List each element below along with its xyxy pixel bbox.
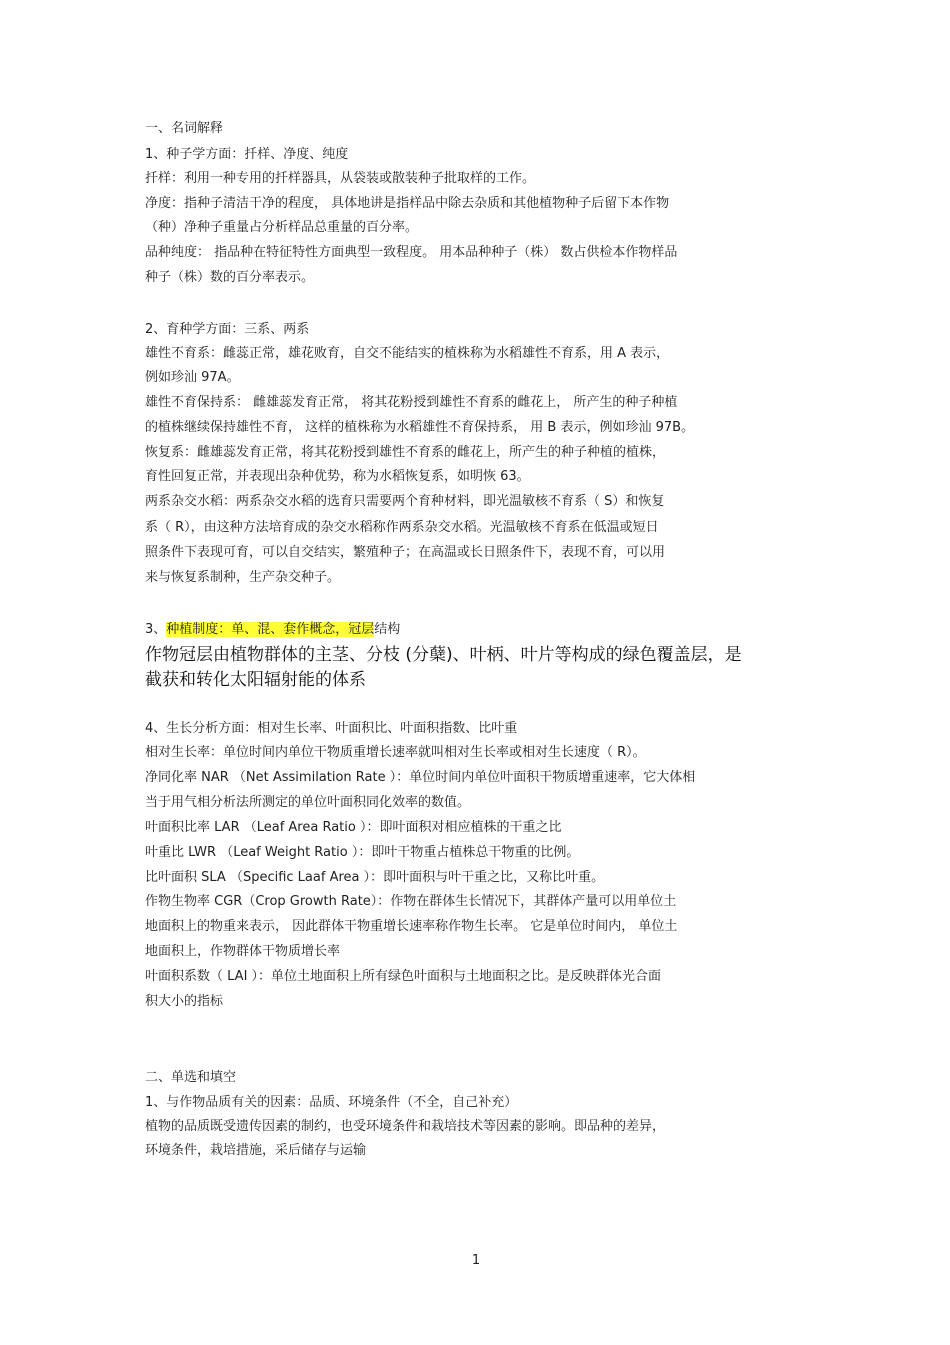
item4-line-4: 叶面积比率 LAR （Leaf Area Ratio ）：即叶面积对相应植株的干重之比 — [145, 820, 562, 835]
item4-line-8: 地面积上的物重来表示， 因此群体干物重增长速率称作物生长率。 它是单位时间内， 单位土 — [145, 919, 678, 934]
item1-line-2: 净度：指种子清洁干净的程度， 具体地讲是指样品中除去杂质和其他植物种子后留下本作物 — [145, 196, 670, 211]
item3-title — [145, 620, 400, 640]
item2-line-10: 来与恢复系制种，生产杂交种子。 — [145, 570, 341, 585]
s2-item1-line-2: 环境条件，栽培措施，采后储存与运输 — [145, 1143, 367, 1158]
section1-heading: 一、名词解释 — [145, 121, 224, 136]
item2-line-5: 恢复系：雌雄蕊发育正常，将其花粉授到雄性不育系的雌花上，所产生的种子种植的植株， — [145, 445, 666, 460]
item3-big-line-2: 截获和转化太阳辐射能的体系 — [145, 670, 366, 690]
section2-heading: 二、单选和填空 — [145, 1070, 237, 1085]
item2-line-9: 照条件下表现可育，可以自交结实，繁殖种子；在高温或长日照条件下，表现不育，可以用 — [145, 545, 666, 560]
item4-line-3: 当于用气相分析法所测定的单位叶面积同化效率的数值。 — [145, 795, 471, 810]
item1-line-4: 品种纯度： 指品种在特征特性方面典型一致程度。 用本品种种子（株） 数占供检本作物样品 — [145, 245, 678, 260]
item2-line-1: 雄性不育系：雌蕊正常，雄花败育，自交不能结实的植株称为水稻雄性不育系，用 A 表示， — [145, 346, 670, 361]
item2-line-3: 雄性不育保持系： 雌雄蕊发育正常， 将其花粉授到雄性不育系的雌花上， 所产生的种子种植 — [145, 395, 678, 410]
item4-line-10: 叶面积系数（ LAI ）：单位土地面积上所有绿色叶面积与土地面积之比。是反映群体光合面 — [145, 969, 662, 984]
item4-line-9: 地面积上，作物群体干物质增长率 — [145, 944, 341, 959]
s2-item1-line-1: 植物的品质既受遗传因素的制约，也受环境条件和栽培技术等因素的影响。即品种的差异， — [145, 1119, 666, 1134]
page-number: 1 — [471, 1253, 481, 1268]
item4-line-7: 作物生物率 CGR（Crop Growth Rate）：作物在群体生长情况下，其群体产量可以用单位土 — [145, 894, 677, 909]
s2-item1-title: 1、与作物品质有关的因素：品质、环境条件（不全，自己补充） — [145, 1095, 518, 1110]
item1-line-1: 扦样：利用一种专用的扦样器具，从袋装或散装种子批取样的工作。 — [145, 171, 536, 186]
item2-title: 2、育种学方面：三系、两系 — [145, 322, 310, 337]
item2-line-4: 的植株继续保持雄性不育， 这样的植株称为水稻雄性不育保持系， 用 B 表示，例如珍汕 97B。 — [145, 420, 695, 435]
item2-line-2: 例如珍汕 97A。 — [145, 370, 240, 385]
item1-line-3: （种）净种子重量占分析样品总重量的百分率。 — [145, 220, 419, 235]
item2-line-6: 育性回复正常，并表现出杂种优势，称为水稻恢复系，如明恢 63。 — [145, 469, 530, 484]
item3-title-prefix: 3、 — [145, 622, 167, 637]
item4-line-11: 积大小的指标 — [145, 994, 224, 1009]
item4-line-5: 叶重比 LWR （Leaf Weight Ratio ）：即叶干物重占植株总干物重的比例。 — [145, 845, 580, 860]
item1-title: 1、种子学方面：扦样、净度、纯度 — [145, 147, 349, 162]
item2-line-8: 系（ R），由这种方法培育成的杂交水稻称作两系杂交水稻。光温敏核不育系在低温或短日 — [145, 520, 659, 535]
item3-big-line-1: 作物冠层由植物群体的主茎、分枝 (分蘖)、叶柄、叶片等构成的绿色覆盖层，是 — [145, 645, 742, 665]
item3-title-suffix: 结构 — [374, 622, 401, 637]
item1-line-5: 种子（株）数的百分率表示。 — [145, 270, 315, 285]
item2-line-7: 两系杂交水稻：两系杂交水稻的选育只需要两个育种材料，即光温敏核不育系（ S）和恢复 — [145, 494, 665, 509]
item3-title-highlight: 种植制度：单、混、套作概念，冠层 — [166, 622, 375, 637]
item4-line-1: 相对生长率：单位时间内单位干物质重增长速率就叫相对生长率或相对生长速度（ R）。 — [145, 745, 646, 760]
item4-line-2: 净同化率 NAR （Net Assimilation Rate ）：单位时间内单位叶面积干物质增重速率，它大体相 — [145, 770, 696, 785]
item4-title: 4、生长分析方面：相对生长率、叶面积比、叶面积指数、比叶重 — [145, 721, 518, 736]
item4-line-6: 比叶面积 SLA （Specific Laaf Area ）：即叶面积与叶干重之比，又称比叶重。 — [145, 870, 605, 885]
